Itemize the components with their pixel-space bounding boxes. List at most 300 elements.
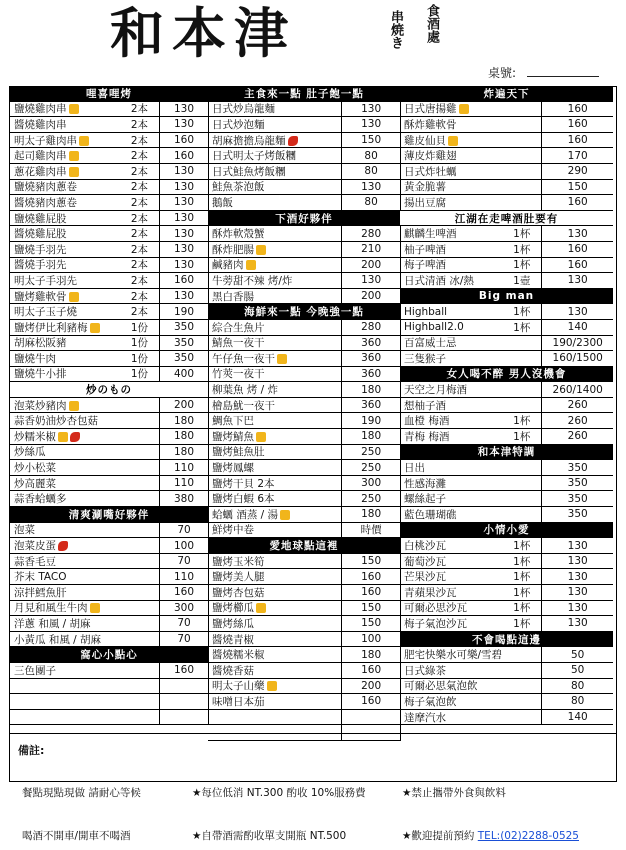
menu-item-name-text: 明太子手羽先 [14,274,77,287]
menu-item-row[interactable] [10,413,208,429]
menu-item-row[interactable] [400,601,613,617]
menu-item-row[interactable] [400,491,613,507]
menu-item-name [400,133,502,148]
menu-item-row[interactable] [400,258,613,274]
menu-item-price: 70 [159,554,208,569]
menu-item-row[interactable] [208,507,400,523]
menu-item-price: 160 [159,148,208,163]
menu-item-row[interactable] [400,117,613,133]
menu-item-name [208,273,341,288]
menu-item-price: 280 [341,320,400,335]
menu-item-quantity: 1杯 [513,228,531,241]
menu-item-price: 70 [159,523,208,538]
menu-item-quantity: 1杯 [513,602,531,615]
menu-item-row[interactable] [400,616,613,632]
menu-item-row[interactable] [400,679,613,695]
menu-item-row[interactable] [400,242,613,258]
menu-item-price: 260 [541,398,613,413]
menu-item-row[interactable] [208,647,400,663]
menu-item-name-text: 性感海灘 [404,477,446,490]
menu-item-price: 150 [341,554,400,569]
menu-item-price: 160/1500 [541,351,613,366]
menu-item-row[interactable] [208,289,400,305]
menu-item-row[interactable] [208,616,400,632]
menu-item-name [10,257,120,272]
thumbs-up-icon [69,167,79,177]
menu-item-name-text: 炒糯米椒 [14,430,56,443]
menu-item-row[interactable] [10,242,208,258]
thumbs-up-icon [246,260,256,270]
menu-item-name [400,117,502,132]
menu-item-price: 260 [541,429,613,444]
menu-item-row[interactable] [208,710,400,726]
menu-item-name-text: 牛蒡甜不辣 烤/炸 [212,274,293,287]
menu-item-price: 110 [159,460,208,475]
menu-item-name-text: 鹽烤白蝦 6本 [212,493,275,506]
menu-item-name-text: 綜合生魚片 [212,321,265,334]
menu-item-row[interactable] [208,663,400,679]
menu-item-name-text: 蔥花雞肉串 [14,165,67,178]
menu-item-name-text: 鹹豬肉 [212,259,244,272]
menu-item-row[interactable] [400,569,613,585]
menu-item-name-text: 鮭魚茶泡飯 [212,181,265,194]
menu-item-name [10,304,120,319]
menu-item-name [400,507,502,522]
menu-item-row[interactable] [400,273,613,289]
menu-item-name [10,351,120,366]
menu-item-name [400,273,502,288]
menu-item-name-text: 鹽烤伊比利豬梅 [14,321,88,334]
menu-item-row[interactable] [208,413,400,429]
menu-item-name-text: 想柚子酒 [404,399,446,412]
menu-item-price: 130 [541,569,613,584]
menu-item-quantity: 1杯 [513,243,531,256]
menu-item-row[interactable] [208,148,400,164]
menu-item-quantity: 2本 [130,181,148,194]
menu-item-name-text: Highball [404,305,448,318]
menu-item-row[interactable] [10,211,208,227]
menu-item-price: 350 [541,476,613,491]
menu-item-row[interactable] [208,195,400,211]
section-header: 炒のもの [10,382,208,398]
menu-item-row[interactable] [400,336,613,352]
menu-item-price: 130 [159,258,208,273]
menu-item-name-text: 白桃沙瓦 [404,540,446,553]
menu-item-price: 80 [341,148,400,163]
menu-item-name [400,242,502,257]
menu-item-row[interactable] [400,351,613,367]
section-header: 海鮮來一點 今晚強一點 [208,304,400,320]
menu-item-row[interactable] [10,476,208,492]
menu-item-name-text: 青梅 梅酒 [404,430,450,443]
menu-item-row[interactable] [10,320,208,336]
menu-item-name-text: 味噌日本茄 [212,695,265,708]
menu-item-name [208,179,341,194]
chili-pepper-icon [70,432,80,442]
menu-item-row[interactable] [400,226,613,242]
menu-item-name [10,460,120,475]
menu-item-row[interactable] [10,663,208,679]
menu-item-name-text: 柚子啤酒 [404,243,446,256]
menu-item-name-text: 洋蔥 和風 / 胡麻 [14,617,91,630]
menu-item-row[interactable] [208,320,400,336]
menu-item-name-text: 鹽烤絲瓜 [212,617,254,630]
chili-pepper-icon [288,136,298,146]
menu-item-name-text: 鹽烤鮭魚肚 [212,446,265,459]
menu-item-name [208,133,341,148]
menu-item-row[interactable] [208,336,400,352]
menu-item-quantity: 1杯 [513,540,531,553]
menu-item-quantity: 1份 [130,321,148,334]
menu-item-name-text: 薄皮炸雞翅 [404,150,457,163]
menu-item-price: 200 [341,679,400,694]
menu-item-row[interactable] [10,195,208,211]
menu-item-name [208,382,341,397]
menu-item-name [400,429,502,444]
menu-item-name-text: 小黃瓜 和風 / 胡麻 [14,633,102,646]
thumbs-up-icon [69,401,79,411]
menu-item-row[interactable] [208,180,400,196]
menu-item-row[interactable] [208,569,400,585]
menu-item-name [208,101,341,116]
menu-item-name [10,554,120,569]
menu-item-name [10,133,120,148]
menu-item-name [208,522,341,537]
menu-item-name-text: 鹽烤干貝 2本 [212,477,275,490]
menu-item-price: 180 [159,413,208,428]
menu-item-name [10,600,120,615]
menu-item-row[interactable] [400,195,613,211]
menu-item-row[interactable] [400,663,613,679]
menu-item-row[interactable] [10,491,208,507]
menu-item-name [10,164,120,179]
menu-item-quantity: 2本 [130,150,148,163]
menu-item-row[interactable] [10,694,208,710]
menu-item-name [10,226,120,241]
menu-item-row[interactable] [10,710,208,726]
menu-item-row[interactable] [10,102,208,118]
thumbs-up-icon [256,245,266,255]
menu-item-row[interactable] [400,507,613,523]
menu-item-row[interactable] [208,133,400,149]
menu-item-row[interactable] [208,585,400,601]
menu-item-row[interactable] [10,148,208,164]
menu-item-name [400,600,502,615]
menu-item-price: 260/1400 [541,382,613,397]
menu-item-row[interactable] [400,585,613,601]
menu-item-price: 80 [341,164,400,179]
menu-item-price: 80 [341,195,400,210]
menu-item-price: 140 [541,320,613,335]
menu-item-name-text: 醬燒香菇 [212,664,254,677]
menu-item-row[interactable] [10,523,208,539]
menu-item-row[interactable] [10,289,208,305]
section-header: 窩心小點心 [10,647,208,663]
menu-item-name [400,647,502,662]
thumbs-up-icon [256,432,266,442]
menu-item-name-text: 醬燒糯米椒 [212,649,265,662]
menu-item-name [208,351,341,366]
menu-item-name-text: 涼拌鱈魚肝 [14,586,67,599]
menu-item-row[interactable] [208,367,400,383]
menu-item-name [400,678,502,693]
menu-item-row[interactable] [208,491,400,507]
menu-item-quantity: 1杯 [513,306,531,319]
menu-item-name-text: 日式鮭魚烤飯糰 [212,165,286,178]
menu-item-price: 130 [159,226,208,241]
menu-item-row[interactable] [400,476,613,492]
menu-item-price: 160 [541,195,613,210]
menu-item-row[interactable] [208,429,400,445]
menu-item-name-text: 鹽烤雞軟骨 [14,290,67,303]
menu-item-row[interactable] [10,569,208,585]
menu-item-row[interactable] [10,601,208,617]
menu-item-price: 140 [541,710,613,725]
menu-item-name [400,491,502,506]
menu-item-name [208,585,341,600]
menu-item-name-text: 鵝飯 [212,196,233,209]
menu-item-price: 180 [159,429,208,444]
menu-item-name [208,694,341,709]
menu-item-row[interactable] [208,164,400,180]
menu-item-name [208,366,341,381]
menu-item-price: 時價 [341,523,400,538]
menu-item-row[interactable] [208,601,400,617]
menu-item-price: 260 [541,413,613,428]
menu-item-quantity: 2本 [130,196,148,209]
menu-item-name [10,320,120,335]
menu-item-price: 150 [341,133,400,148]
menu-item-row[interactable] [400,164,613,180]
menu-item-name [208,398,341,413]
menu-item-name-text: 鹽燒牛小排 [14,368,67,381]
section-header: 和本津特調 [400,445,613,461]
menu-item-name [400,148,502,163]
menu-item-name-text: 炒小松菜 [14,462,56,475]
menu-item-row[interactable] [400,413,613,429]
thumbs-up-icon [277,354,287,364]
menu-item-name [10,632,120,647]
menu-item-row[interactable] [208,523,400,539]
menu-item-quantity: 1壺 [513,274,531,287]
menu-item-price: 190/2300 [541,336,613,351]
menu-item-row[interactable] [10,273,208,289]
menu-item-name [400,179,502,194]
menu-item-price: 150 [341,616,400,631]
menu-item-price: 130 [541,273,613,288]
menu-item-price: 160 [541,102,613,117]
menu-item-name [208,289,341,304]
menu-item-price: 130 [541,304,613,319]
menu-item-price: 130 [341,180,400,195]
menu-item-row[interactable] [10,460,208,476]
menu-item-name-text: 螺絲起子 [404,493,446,506]
menu-item-name [208,569,341,584]
menu-item-row[interactable] [400,429,613,445]
menu-item-name-text: 胡麻松阪豬 [14,337,67,350]
menu-item-row[interactable] [10,226,208,242]
menu-item-row[interactable] [10,336,208,352]
menu-item-price: 350 [159,320,208,335]
menu-item-price: 350 [541,460,613,475]
menu-item-name-text: 鹽烤杏包菇 [212,586,265,599]
menu-item-row[interactable] [208,398,400,414]
menu-item-name-text: 鹽烤美人腿 [212,571,265,584]
thumbs-up-icon [448,136,458,146]
menu-item-name-text: 午仔魚一夜干 [212,352,275,365]
menu-item-row[interactable] [400,304,613,320]
menu-item-row[interactable] [400,460,613,476]
menu-item-row[interactable] [400,102,613,118]
menu-item-row[interactable] [208,382,400,398]
menu-item-name-text: 鹽燒豬肉蔥卷 [14,181,77,194]
menu-item-price: 300 [159,601,208,616]
menu-item-name-text: 蛤蠣 酒蒸 / 湯 [212,508,279,521]
menu-item-row[interactable] [10,304,208,320]
menu-item-price: 130 [341,273,400,288]
menu-item-row[interactable] [208,460,400,476]
menu-item-name-text: 青蘋果沙瓦 [404,586,457,599]
menu-item-quantity: 1杯 [513,259,531,272]
menu-item-row[interactable] [10,538,208,554]
thumbs-up-icon [267,681,277,691]
menu-item-name-text: 梅子氣泡沙瓦 [404,617,467,630]
menu-item-row[interactable] [10,616,208,632]
menu-item-name [208,242,341,257]
menu-item-price: 350 [541,507,613,522]
menu-item-name-text: 酥炸軟殼蟹 [212,228,265,241]
menu-item-name-text: 鯖魚一夜干 [212,337,265,350]
menu-item-row[interactable] [400,398,613,414]
footer-note-corkage-fee: ★自帶酒需酌收單支開瓶 NT.500 [192,830,347,842]
menu-item-name-text: 鹽燒牛肉 [14,352,56,365]
menu-item-row[interactable] [208,273,400,289]
menu-item-row[interactable] [208,226,400,242]
menu-item-row[interactable] [400,180,613,196]
menu-item-name-text: 炒高麗菜 [14,477,56,490]
menu-item-price: 130 [159,117,208,132]
menu-item-price: 160 [159,585,208,600]
menu-item-row[interactable] [10,445,208,461]
menu-item-row[interactable] [208,554,400,570]
menu-item-name-text: 日式綠茶 [404,664,446,677]
menu-item-name [208,226,341,241]
reservation-text: ★歡迎提前預約 [402,830,475,842]
menu-item-row[interactable] [208,694,400,710]
menu-item-quantity: 1杯 [513,617,531,630]
section-header: 主食來一點 肚子飽一點 [208,86,400,102]
menu-item-name [400,351,502,366]
menu-item-row[interactable] [208,679,400,695]
menu-item-row[interactable] [208,445,400,461]
menu-item-name [208,647,341,662]
menu-item-name-text: 醬燒雞屁股 [14,228,67,241]
thumbs-up-icon [459,104,469,114]
menu-item-name-text: 日式炒泡麵 [212,118,265,131]
menu-item-row[interactable] [10,164,208,180]
menu-item-row[interactable] [400,538,613,554]
menu-item-row[interactable] [10,367,208,383]
phone-link[interactable]: TEL:(02)2288-0525 [477,830,579,842]
menu-item-name [208,632,341,647]
menu-item-row[interactable] [10,554,208,570]
menu-item-price: 160 [159,663,208,678]
menu-item-price: 70 [159,632,208,647]
menu-item-row[interactable] [10,180,208,196]
menu-item-name [10,444,120,459]
restaurant-logo: 和本津 [110,1,296,65]
menu-item-row[interactable] [400,133,613,149]
menu-item-row[interactable] [208,632,400,648]
thumbs-up-icon [256,603,266,613]
menu-item-name-text: 竹莢一夜干 [212,368,265,381]
menu-item-row[interactable] [400,647,613,663]
menu-item-name-text: 醬燒青椒 [212,633,254,646]
menu-item-row[interactable] [400,554,613,570]
menu-item-row[interactable] [10,133,208,149]
menu-item-quantity: 2本 [130,103,148,116]
menu-item-name [10,398,120,413]
menu-item-row[interactable] [208,242,400,258]
menu-item-name-text: 日式清酒 冰/熱 [404,274,474,287]
menu-item-name [400,663,502,678]
menu-item-name [400,460,502,475]
menu-item-price: 130 [541,554,613,569]
menu-item-row[interactable] [10,398,208,414]
menu-item-row[interactable] [208,102,400,118]
menu-item-row[interactable] [10,429,208,445]
menu-item-price: 160 [341,569,400,584]
menu-item-row[interactable] [400,694,613,710]
menu-item-price: 350 [541,491,613,506]
menu-item-price: 110 [159,569,208,584]
menu-item-row[interactable] [10,585,208,601]
menu-item-row[interactable] [208,351,400,367]
menu-item-name [10,585,120,600]
menu-item-price: 70 [159,616,208,631]
menu-item-name-text: 鹽燒雞屁股 [14,212,67,225]
menu-item-row[interactable] [208,476,400,492]
menu-item-row[interactable] [400,710,613,726]
menu-item-row[interactable] [400,148,613,164]
menu-item-name-text: 可爾必思沙瓦 [404,602,467,615]
menu-item-name [10,616,120,631]
menu-item-name [10,429,120,444]
menu-item-row[interactable] [400,320,613,336]
menu-item-row[interactable] [10,351,208,367]
table-number-label: 桌號: [488,66,517,80]
menu-item-row[interactable] [208,117,400,133]
menu-item-row[interactable] [10,117,208,133]
thumbs-up-icon [90,603,100,613]
menu-item-name [400,694,502,709]
menu-item-price: 150 [541,180,613,195]
menu-item-price: 130 [541,538,613,553]
menu-item-row[interactable] [10,679,208,695]
menu-item-row[interactable] [208,258,400,274]
menu-item-name-text: 麒麟生啤酒 [404,228,457,241]
menu-item-name-text: 鮮烤中卷 [212,524,254,537]
menu-item-row[interactable] [400,382,613,398]
menu-item-price: 400 [159,367,208,382]
menu-item-name-text: 泡菜炒豬肉 [14,399,67,412]
menu-item-name [400,554,502,569]
menu-item-row[interactable] [10,258,208,274]
menu-item-name [208,335,341,350]
footer-note-no-outside-food: ★禁止攜帶外食與飲料 [402,787,506,799]
menu-item-name [10,491,120,506]
menu-item-row[interactable] [10,632,208,648]
